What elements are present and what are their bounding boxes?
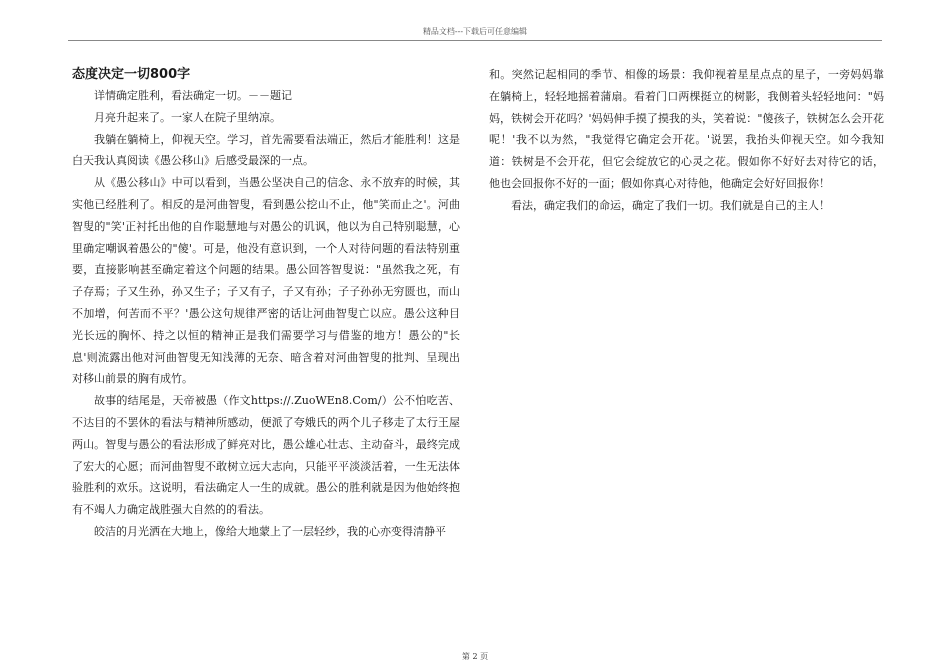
paragraph-1: 月亮升起来了。一家人在院子里纳凉。 <box>94 110 281 124</box>
paragraph-epigraph: 详情确定胜利，看法确定一切。－－题记 <box>94 89 292 102</box>
page-footer: 第 2 页 <box>461 652 489 661</box>
paragraph-3: 从《愚公移山》中可以看到，当愚公坚决自己的信念、永不放弃的时候，其实他已经胜利了。相反的是河曲智叟，看到愚公挖山不止，他"笑而止之'。河曲智叟的"笑'正衬托出他的自作聪慧地与对愚公的讥讽，他以为自己特别聪慧，心里确定嘲讽着愚公的"傻'。可是，他没有意识到，一个人对待问题的看法特别重要，直接影响甚至确定着这个问题的结果。愚公回答智叟说："虽然我之死，有子存焉；子又生孙，孙又生子；子又有子，子又有孙；子子孙孙无穷匮也，而山不加增，何苦而不平？'愚公这句规律严密的话让河曲智叟亡以应。愚公这种目光长远的胸怀、持之以恒的精神正是我们需要学习与借鉴的地方！愚公的"长息'则流露出他对河曲智叟无知浅薄的无奈、暗含着对河曲智叟的批判、呈现出对移山前景的胸有成竹。 <box>72 176 460 386</box>
page-header: 精品文档---下载后可任意编辑 <box>422 27 528 36</box>
right-column <box>489 64 884 217</box>
left-column <box>72 64 460 543</box>
paragraph-2: 我躺在躺椅上，仰视天空。学习，首先需要看法端正，然后才能胜利！这是白天我认真阅读《愚公移山》后感受最深的一点。 <box>72 132 460 168</box>
paragraph-5: 皎洁的月光洒在大地上，像给大地蒙上了一层轻纱，我的心亦变得清静平 <box>94 524 446 538</box>
paragraph-5-continued: 和。突然记起相同的季节、相像的场景：我仰视着星星点点的星子，一旁妈妈靠在躺椅上，轻轻地摇着蒲扇。看着门口两棵挺立的树影，我侧着头轻轻地问："妈妈，铁树会开花吗？'妈妈伸手摸了摸我的头，笑着说："傻孩子，铁树怎么会开花呢！'我不以为然，"我觉得它确定会开花。'说罢，我抬头仰视天空。如今我知道：铁树是不会开花，但它会绽放它的心灵之花。假如你不好好去对待它的话，他也会回报你不好的一面；假如你真心对待他，他确定会好好回报你！ <box>489 68 884 190</box>
paragraph-4: 故事的结尾是，天帝被愚（作文https://.ZuoWEn8.Com/）公不怕吃苦、不达目的不罢休的看法与精神所感动，便派了夸娥氏的两个儿子移走了太行王屋两山。智叟与愚公的看法形成了鲜亮对比，愚公雄心壮志、主动奋斗，最终完成了宏大的心愿；而河曲智叟不敢树立远大志向，只能平平淡淡活着，一生无法体验胜利的欢乐。这说明，看法确定人一生的成就。愚公的胜利就是因为他始终抱有不竭人力确定战胜强大自然的的看法。 <box>72 394 460 517</box>
header-rule <box>68 40 882 41</box>
paragraph-6: 看法，确定我们的命运，确定了我们一切。我们就是自己的主人！ <box>511 198 830 212</box>
article-title: 态度决定一切800字 <box>72 67 191 82</box>
